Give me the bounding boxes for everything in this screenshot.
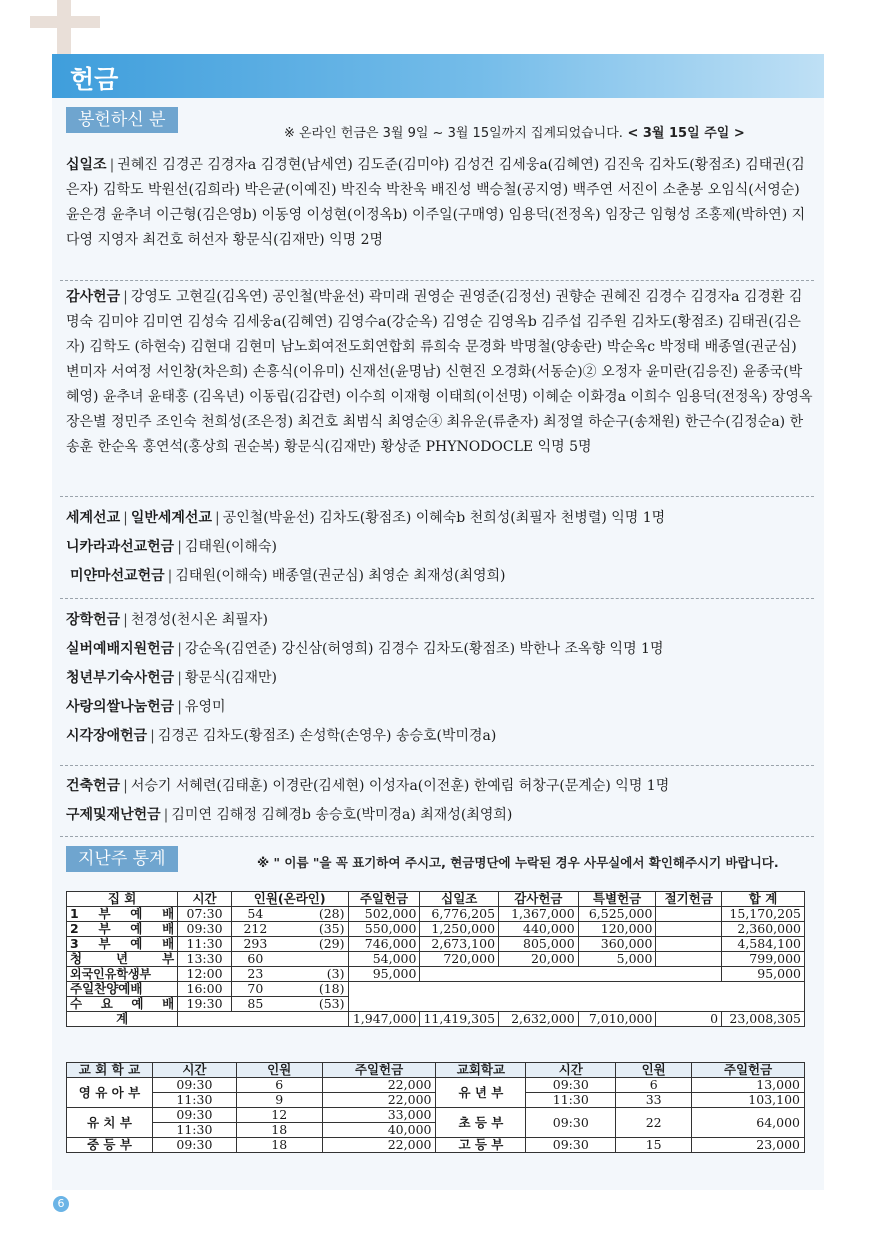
- school-people: 12: [236, 1108, 322, 1123]
- divider: [60, 598, 814, 599]
- row-online: (35): [279, 922, 348, 937]
- weekly-stats-table: [66, 891, 805, 1027]
- school-col-header: 교 회 학 교: [67, 1063, 153, 1078]
- building-label: 건축헌금: [66, 778, 121, 794]
- row-sunday: 54,000: [348, 952, 420, 967]
- visual-names: 김경곤 김차도(황점조) 손성학(손영우) 송승호(박미경a): [157, 728, 497, 744]
- row-online: (18): [279, 982, 348, 997]
- row-time: 12:00: [178, 967, 232, 982]
- row-sunday: 746,000: [348, 937, 420, 952]
- col-header-special: 특별헌금: [578, 892, 656, 907]
- school-time: 09:30: [152, 1108, 236, 1123]
- mission-section: 세계선교 | 일반세계선교 | 공인철(박윤선) 김차도(황점조) 이혜숙b 천희성(최필자 천병렬) 익명 1명 니카라과선교헌금 | 김태원(이해숙) 미얀마선교헌금 | 김태원(이해숙) 배종열(권군심) 최영순 최재성(최영희): [66, 510, 666, 584]
- silver-names: 강순옥(김연준) 강신삼(허영희) 김경수 김차도(황점조) 박한나 조옥향 익명 1명: [184, 641, 664, 657]
- thanks-section: 감사헌금 | 강영도 고현길(김옥연) 공인철(박윤선) 곽미래 권영순 권영준(김정선) 권향순 권혜진 김경수 김경자a 김경환 김명숙 김미야 김미연 김성숙 김세웅a(김혜연) 김영수a(강순옥) 김영순 김영옥b 김주섭 김주원 김차도(황점조) 김태권(김은자) 김학도 (하현숙) 김현대 김현미 남노회여전도회연합회 류희숙 문경화 박명철(양송란) 박순옥c 박정태 배종열(권군심) 변미자 서여정 서인창(차은희) 손흥식(이유미) 신재선(윤명남) 신현진 오경화(서동순)② 오정자 윤미란(김응진) 윤종국(박혜영) 윤추녀 윤태홍 (김옥년) 이동립(김갑련) 이수희 이재형 이태희(이선명) 이혜순 이화경a 이희수 임용덕(전정옥) 장영옥 장은별 정민주 조인숙 천희성(조은정) 최건호 최범식 최영순④ 최유운(류춘자) 최정열 하순구(송채원) 한근수(김정순a) 한송훈 한순옥 홍연석(홍상희 권순복) 황문식(김재만) 황상준 PHYNODOCLE 익명 5명: [66, 289, 813, 455]
- world-mission-label: 세계선교: [66, 510, 121, 526]
- school-people: 22: [616, 1108, 692, 1138]
- divider: [60, 280, 814, 281]
- school-amount: 22,000: [322, 1093, 436, 1108]
- school-header-row: [67, 1063, 805, 1078]
- row-name: 청 년 부: [67, 952, 178, 967]
- row-thanks: 20,000: [499, 952, 579, 967]
- table-row: [67, 1078, 805, 1093]
- table-row: [67, 1138, 805, 1153]
- row-thanks: 1,367,000: [499, 907, 579, 922]
- school-people: 18: [236, 1123, 322, 1138]
- school-name: 고 등 부: [436, 1138, 526, 1153]
- scholarship-label: 장학헌금: [66, 612, 121, 628]
- name-notice: ※ " 이름 "을 꼭 표기하여 주시고, 현금명단에 누락된 경우 사무실에서 확인해주시기 바랍니다.: [257, 855, 779, 870]
- table-row: [67, 922, 805, 937]
- school-amount: 13,000: [692, 1078, 805, 1093]
- school-time: 11:30: [152, 1093, 236, 1108]
- row-season: [656, 952, 722, 967]
- school-amount: 33,000: [322, 1108, 436, 1123]
- section-label-donors: 봉헌하신 분: [66, 107, 178, 133]
- school-amount: 22,000: [322, 1078, 436, 1093]
- tithe-section: 십일조 | 권혜진 김경곤 김경자a 김경현(남세연) 김도준(김미야) 김성건 김세웅a(김혜연) 김진욱 김차도(황점조) 김태권(김은자) 김학도 박원선(김희라) 박은균(이예진) 박진숙 박찬욱 배진성 백승철(공지영) 백주연 서진이 소춘봉 오임식(서영순) 윤은경 윤추녀 이근형(김은영b) 이동영 이성현(이정옥b) 이주일(구매영) 임용덕(전정옥) 임장근 임형성 조홍제(박하연) 지다영 지영자 최건호 허선자 황문식(김재만) 익명 2명: [66, 157, 806, 248]
- row-sunday: 95,000: [348, 967, 420, 982]
- youth-dorm-label: 청년부기숙사헌금: [66, 670, 175, 686]
- row-time: 13:30: [178, 952, 232, 967]
- row-season: [656, 907, 722, 922]
- section-label-stats: 지난주 통계: [66, 846, 178, 872]
- table-row: [67, 1108, 805, 1123]
- row-sunday: 502,000: [348, 907, 420, 922]
- row-name: 1 부 예 배: [67, 907, 178, 922]
- row-online: [279, 952, 348, 967]
- school-name: 유 치 부: [67, 1108, 153, 1138]
- row-online: (53): [279, 997, 348, 1012]
- table-row: [67, 907, 805, 922]
- row-thanks: 805,000: [499, 937, 579, 952]
- school-col-people-2: 인원: [616, 1063, 692, 1078]
- thanks-label: 감사헌금: [66, 289, 121, 305]
- row-name: 3 부 예 배: [67, 937, 178, 952]
- rice-label: 사랑의쌀나눔헌금: [66, 699, 175, 715]
- col-header-time: 시간: [178, 892, 232, 907]
- cross-decoration: [57, 0, 71, 56]
- silver-label: 실버예배지원헌금: [66, 641, 175, 657]
- school-amount: 40,000: [322, 1123, 436, 1138]
- row-time: 07:30: [178, 907, 232, 922]
- row-special: 360,000: [578, 937, 656, 952]
- col-header-sunday: 주일헌금: [348, 892, 420, 907]
- school-people: 6: [236, 1078, 322, 1093]
- row-people: 60: [231, 952, 279, 967]
- col-header-total: 합 계: [722, 892, 805, 907]
- general-world-mission-label: 일반세계선교: [130, 510, 212, 526]
- myanmar-names: 김태원(이해숙) 배종열(권군심) 최영순 최재성(최영희): [175, 568, 506, 584]
- youth-dorm-names: 황문식(김재만): [184, 670, 277, 686]
- total-row: [67, 1012, 805, 1027]
- rice-names: 유영미: [184, 699, 226, 715]
- stats-header-row: [67, 892, 805, 907]
- divider: [60, 836, 814, 837]
- total-label: 계: [67, 1012, 178, 1027]
- school-name: 중 등 부: [67, 1138, 153, 1153]
- total-tithe: 11,419,305: [420, 1012, 499, 1027]
- table-row: [67, 982, 805, 997]
- school-people: 15: [616, 1138, 692, 1153]
- row-people: 85: [231, 997, 279, 1012]
- school-people: 6: [616, 1078, 692, 1093]
- row-total: 15,170,205: [722, 907, 805, 922]
- nicaragua-names: 김태원(이해숙): [184, 539, 277, 555]
- total-total: 23,008,305: [722, 1012, 805, 1027]
- row-name: 수 요 예 배: [67, 997, 178, 1012]
- col-header-service: 집 회: [67, 892, 178, 907]
- school-col-amount: 주일헌금: [322, 1063, 436, 1078]
- school-amount: 64,000: [692, 1108, 805, 1138]
- row-total: 799,000: [722, 952, 805, 967]
- row-thanks: 440,000: [499, 922, 579, 937]
- school-time: 09:30: [526, 1078, 616, 1093]
- online-notice-text: ※ 온라인 헌금은 3월 9일 ~ 3월 15일까지 집계되었습니다.: [284, 126, 623, 141]
- row-online: (28): [279, 907, 348, 922]
- row-tithe: 1,250,000: [420, 922, 499, 937]
- visual-label: 시각장애헌금: [66, 728, 148, 744]
- total-special: 7,010,000: [578, 1012, 656, 1027]
- row-people: 23: [231, 967, 279, 982]
- relief-label: 구제및재난헌금: [66, 807, 161, 823]
- special-section: 장학헌금 | 천경성(천시온 최필자) 실버예배지원헌금 | 강순옥(김연준) 강신삼(허영희) 김경수 김차도(황점조) 박한나 조옥향 익명 1명 청년부기숙사헌금 | 황문식(김재만) 사랑의쌀나눔헌금 | 유영미 시각장애헌금 | 김경곤 김차도(황점조) 손성학(손영우) 송승호(박미경a): [66, 612, 664, 744]
- table-row: [67, 952, 805, 967]
- row-name: 외국인유학생부: [67, 967, 178, 982]
- school-people: 33: [616, 1093, 692, 1108]
- col-header-tithe: 십일조: [420, 892, 499, 907]
- notice-date: < 3월 15일 주일 >: [627, 126, 745, 141]
- school-time: 09:30: [526, 1138, 616, 1153]
- relief-names: 김미연 김해정 김혜경b 송승호(박미경a) 최재성(최영희): [171, 807, 513, 823]
- row-sunday: 550,000: [348, 922, 420, 937]
- school-amount: 103,100: [692, 1093, 805, 1108]
- row-time: 16:00: [178, 982, 232, 997]
- school-col-time-2: 시간: [526, 1063, 616, 1078]
- row-tithe: 6,776,205: [420, 907, 499, 922]
- row-total: 2,360,000: [722, 922, 805, 937]
- header-bar: [52, 54, 824, 98]
- cross-decoration-bar: [30, 16, 100, 28]
- school-col-amount-2: 주일헌금: [692, 1063, 805, 1078]
- page-number: 6: [53, 1196, 69, 1212]
- school-people: 9: [236, 1093, 322, 1108]
- nicaragua-label: 니카라과선교헌금: [66, 539, 175, 555]
- online-notice: [284, 122, 745, 141]
- row-people: 54: [231, 907, 279, 922]
- school-name: 영 유 아 부: [67, 1078, 153, 1108]
- row-people: 293: [231, 937, 279, 952]
- school-amount: 23,000: [692, 1138, 805, 1153]
- building-names: 서승기 서혜련(김태훈) 이경란(김세현) 이성자a(이전훈) 한예림 허창구(문계순) 익명 1명: [130, 778, 670, 794]
- row-time: 09:30: [178, 922, 232, 937]
- divider: [60, 496, 814, 497]
- row-special: 120,000: [578, 922, 656, 937]
- page-title: 헌금: [70, 65, 119, 94]
- row-tithe: 2,673,100: [420, 937, 499, 952]
- myanmar-label: 미얀마선교헌금: [70, 568, 165, 584]
- col-header-season: 절기헌금: [656, 892, 722, 907]
- table-row: [67, 937, 805, 952]
- row-tithe: 720,000: [420, 952, 499, 967]
- world-mission-names: 공인철(박윤선) 김차도(황점조) 이혜숙b 천희성(최필자 천병렬) 익명 1명: [222, 510, 666, 526]
- building-section: 건축헌금 | 서승기 서혜련(김태훈) 이경란(김세현) 이성자a(이전훈) 한예림 허창구(문계순) 익명 1명 구제및재난헌금 | 김미연 김해정 김혜경b 송승호(박미경a) 최재성(최영희): [66, 778, 670, 823]
- row-total: 95,000: [722, 967, 805, 982]
- school-amount: 22,000: [322, 1138, 436, 1153]
- scholarship-names: 천경성(천시온 최필자): [130, 612, 268, 628]
- row-special: 5,000: [578, 952, 656, 967]
- row-people: 70: [231, 982, 279, 997]
- row-name: 2 부 예 배: [67, 922, 178, 937]
- row-special: 6,525,000: [578, 907, 656, 922]
- school-time: 11:30: [152, 1123, 236, 1138]
- row-people: 212: [231, 922, 279, 937]
- school-people: 18: [236, 1138, 322, 1153]
- row-online: (3): [279, 967, 348, 982]
- school-stats-table: [66, 1062, 805, 1153]
- col-header-people: 인원(온라인): [231, 892, 348, 907]
- row-season: [656, 922, 722, 937]
- school-col-header-2: 교회학교: [436, 1063, 526, 1078]
- divider: [60, 765, 814, 766]
- col-header-thanks: 감사헌금: [499, 892, 579, 907]
- school-col-time: 시간: [152, 1063, 236, 1078]
- total-season: 0: [656, 1012, 722, 1027]
- row-empty: [348, 982, 805, 1012]
- row-online: (29): [279, 937, 348, 952]
- table-row: [67, 1093, 805, 1108]
- tithe-label: 십일조: [66, 157, 107, 173]
- row-empty: [420, 967, 722, 982]
- school-time: 09:30: [526, 1108, 616, 1138]
- row-name: 주일찬양예배: [67, 982, 178, 997]
- thanks-names: 강영도 고현길(김옥연) 공인철(박윤선) 곽미래 권영순 권영준(김정선) 권향순 권혜진 김경수 김경자a 김경환 김명숙 김미야 김미연 김성숙 김세웅a(김혜연) 김영수a(강순옥) 김영순 김영옥b 김주섭 김주원 김차도(황점조) 김태권(김은자) 김학도 (하현숙) 김현대 김현미 남노회여전도회연합회 류희숙 문경화 박명철(양송란) 박순옥c 박정태 배종열(권군심) 변미자 서여정 서인창(차은희) 손흥식(이유미) 신재선(윤명남) 신현진 오경화(서동순)② 오정자 윤미란(김응진) 윤종국(박혜영) 윤추녀 윤태홍 (김옥년) 이동립(김갑련) 이수희 이재형 이태희(이선명) 이혜순 이화경a 이희수 임용덕(전정옥) 장영옥 장은별 정민주 조인숙 천희성(조은정) 최건호 최범식 최영순④ 최유운(류춘자) 최정열 하순구(송채원) 한근수(김정순a) 한송훈 한순옥 홍연석(홍상희 권순복) 황문식(김재만) 황상준 PHYNODOCLE 익명 5명: [66, 289, 813, 455]
- school-time: 09:30: [152, 1138, 236, 1153]
- row-time: 11:30: [178, 937, 232, 952]
- school-name: 초 등 부: [436, 1108, 526, 1138]
- table-row: [67, 967, 805, 982]
- school-time: 11:30: [526, 1093, 616, 1108]
- total-sunday: 1,947,000: [348, 1012, 420, 1027]
- school-col-people: 인원: [236, 1063, 322, 1078]
- total-thanks: 2,632,000: [499, 1012, 579, 1027]
- tithe-names: 권혜진 김경곤 김경자a 김경현(남세연) 김도준(김미야) 김성건 김세웅a(김혜연) 김진욱 김차도(황점조) 김태권(김은자) 김학도 박원선(김희라) 박은균(이예진) 박진숙 박찬욱 배진성 백승철(공지영) 백주연 서진이 소춘봉 오임식(서영순) 윤은경 윤추녀 이근형(김은영b) 이동영 이성현(이정옥b) 이주일(구매영) 임용덕(전정옥) 임장근 임형성 조홍제(박하연) 지다영 지영자 최건호 허선자 황문식(김재만) 익명 2명: [66, 157, 806, 248]
- school-name: 유 년 부: [436, 1078, 526, 1108]
- row-total: 4,584,100: [722, 937, 805, 952]
- row-time: 19:30: [178, 997, 232, 1012]
- row-season: [656, 937, 722, 952]
- school-time: 09:30: [152, 1078, 236, 1093]
- total-empty: [178, 1012, 348, 1027]
